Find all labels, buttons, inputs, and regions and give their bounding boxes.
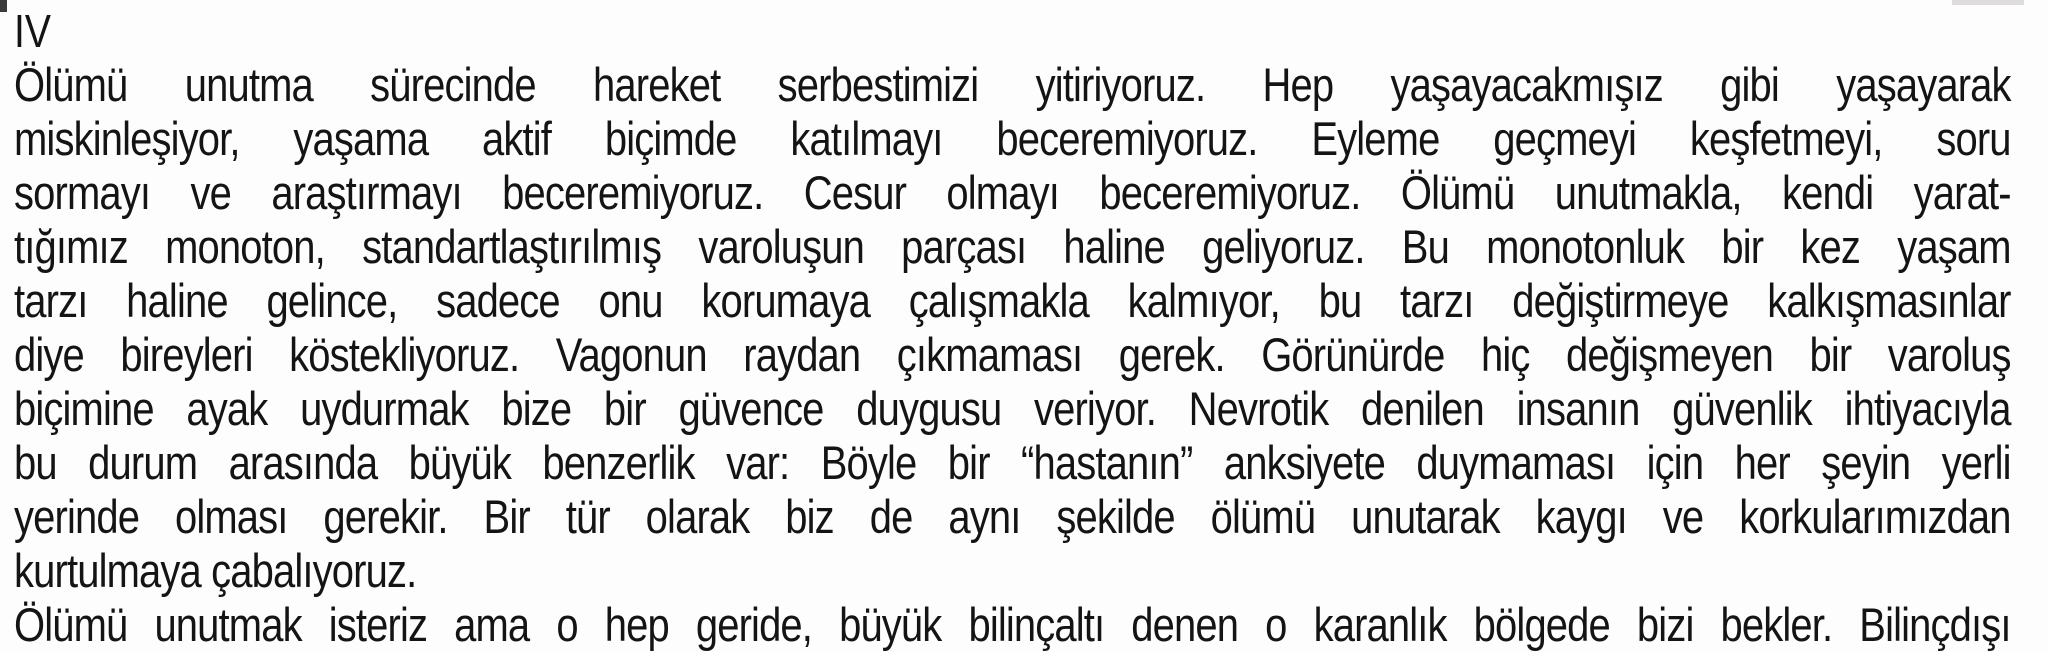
paragraph-line: tığımız monoton, standartlaştırılmış varoluşun parçası haline geliyoruz. Bu monotonluk bir kez yaşam — [14, 220, 2011, 273]
section-number: IV — [14, 5, 51, 57]
paragraph-line: diye bireyleri köstekliyoruz. Vagonun raydan çıkmaması gerek. Görünürde hiç değişmeyen bir varoluş — [14, 328, 2011, 381]
paragraph-line: yerinde olması gerekir. Bir tür olarak biz de aynı şekilde ölümü unutarak kaygı ve korkularımızdan — [14, 490, 2011, 543]
paragraph-block — [14, 4, 2014, 652]
paragraph-line: biçimine ayak uydurmak bize bir güvence duygusu veriyor. Nevrotik denilen insanın güvenlik ihtiyacıyla — [14, 382, 2011, 435]
paragraph-line: bu durum arasında büyük benzerlik var: Böyle bir “hastanın” anksiyete duymaması için her şeyin yerli — [14, 436, 2011, 489]
paragraph-last-line: kurtulmaya çabalıyoruz. — [14, 544, 417, 597]
paragraph-line: miskinleşiyor, yaşama aktif biçimde katılmayı beceremiyoruz. Eyleme geçmeyi keşfetmeyi, soru — [14, 112, 2011, 165]
paragraph-line: tarzı haline gelince, sadece onu korumaya çalışmakla kalmıyor, bu tarzı değiştirmeye kalkışmasınlar — [14, 274, 2011, 327]
next-paragraph-partial-line: Ölümü unutmak isteriz ama o hep geride, büyük bilinçaltı denen o karanlık bölgede bizi bekler. Bilinçdışı — [14, 598, 2011, 651]
paragraph-line: sormayı ve araştırmayı beceremiyoruz. Cesur olmayı beceremiyoruz. Ölümü unutmakla, kendi yarat- — [14, 166, 2011, 219]
paragraph-line: Ölümü unutma sürecinde hareket serbestimizi yitiriyoruz. Hep yaşayacakmışız gibi yaşayarak — [14, 58, 2011, 111]
scan-artifact-top-left — [0, 0, 7, 12]
